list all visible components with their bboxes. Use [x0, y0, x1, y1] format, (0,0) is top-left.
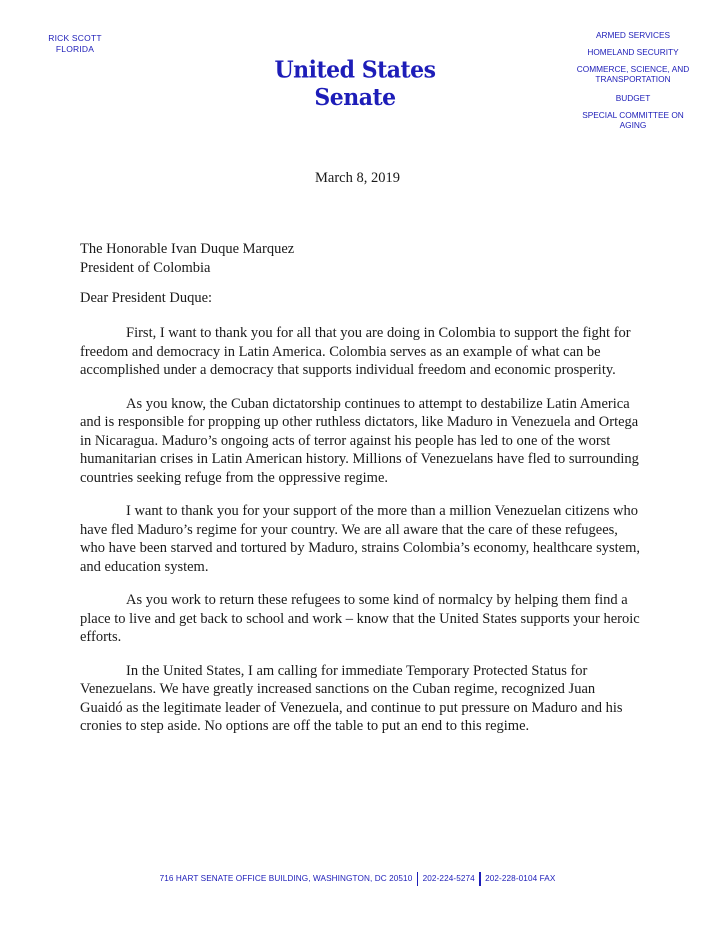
committee-item: ARMED SERVICES	[595, 30, 671, 40]
footer-fax: 202-228-0104 FAX	[485, 874, 556, 884]
office-footer	[0, 872, 715, 886]
committee-list	[568, 30, 698, 137]
salutation: Dear President Duque:	[80, 290, 213, 306]
senator-name: RICK SCOTT	[48, 33, 102, 43]
recipient-address	[80, 240, 294, 278]
recipient-name: The Honorable Ivan Duque Marquez	[80, 241, 295, 257]
committee-item: SPECIAL COMMITTEE ON AGING	[582, 110, 684, 130]
committee-item: COMMERCE, SCIENCE, AND TRANSPORTATION	[576, 64, 690, 84]
body-paragraph: As you know, the Cuban dictatorship continues to attempt to destabilize Latin America and is responsible for propping up other ruthless dictators, like Maduro in Venezuela and Ortega in Nicaragua. Maduro’s ongoing acts of terror against his people has led to one of the worst humanitarian crises in Latin American history. Millions of Venezuelans have fled to surrounding countries seeking refuge from the oppressive regime.	[80, 395, 639, 486]
senator-block	[40, 33, 110, 55]
committee-item: HOMELAND SECURITY	[587, 47, 679, 57]
senate-masthead: United States Senate	[274, 56, 436, 112]
footer-divider	[417, 872, 419, 886]
letter-date: March 8, 2019	[315, 170, 400, 186]
body-paragraph: First, I want to thank you for all that you are doing in Colombia to support the fight for freedom and democracy in Latin America. Colombia serves as an example of what can be accomplished under a democracy that supports individual freedom and economic prosperity.	[80, 325, 631, 378]
senator-state: FLORIDA	[55, 44, 95, 54]
committee-item: BUDGET	[615, 93, 651, 103]
letter-body	[80, 324, 640, 751]
recipient-title: President of Colombia	[80, 260, 211, 276]
footer-address: 716 HART SENATE OFFICE BUILDING, WASHINGTON, DC 20510	[159, 874, 413, 884]
body-paragraph: As you work to return these refugees to some kind of normalcy by helping them find a place to live and get back to school and work – know that the United States supports your heroic efforts.	[80, 592, 640, 645]
body-paragraph: I want to thank you for your support of the more than a million Venezuelan citizens who have fled Maduro’s regime for your country. We are all aware that the care of these refugees, who have been starved and tortured by Maduro, strains Colombia’s economy, healthcare system, and education system.	[80, 503, 640, 575]
footer-phone: 202-224-5274	[422, 874, 475, 884]
footer-divider	[479, 872, 481, 886]
body-paragraph: In the United States, I am calling for immediate Temporary Protected Status for Venezuelans. We have greatly increased sanctions on the Cuban regime, recognized Juan Guaidó as the legitimate leader of Venezuela, and continue to put pressure on Maduro and his cronies to step aside. No options are off the table to put an end to this regime.	[80, 662, 623, 734]
